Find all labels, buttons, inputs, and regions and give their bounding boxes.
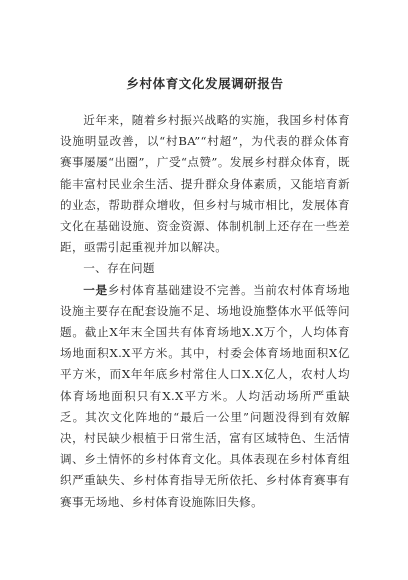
point-one-paragraph [60,280,350,513]
point-one-text: 乡村体育基础建设不完善。当前农村体育场地设施主要存在配套设施不足、场地设施整体水平低等问题。截止X年末全国共有体育场地X.X万个，人均体育场地面积X.X平方米。其中，村委会体育场地面积X亿平方米，而X年年底乡村常住人口X.X亿人，农村人均体育场地面积只有X.X平方米。人均活动场所严重缺乏。其次文化阵地的“最后一公里”问题没得到有效解决，村民缺少根植于日常生活，富有区域特色、生活情调、乡土情怀的乡村体育文化。具体表现在乡村体育组织严重缺失、乡村体育指导无所依托、乡村体育赛事有赛事无场地、乡村体育设施陈旧失修。 [60,282,350,509]
point-one-lead: 一是 [83,282,108,297]
intro-paragraph: 近年来，随着乡村振兴战略的实施，我国乡村体育设施明显改善，以“村BA”“村超”，为代表的群众体育赛事屡屡“出圈”，广受“点赞”。发展乡村群众体育，既能丰富村民业余生活、提升群众身体素质，又能培育新的业态，帮助群众增收，但乡村与城市相比，发展体育文化在基础设施、资金资源、体制机制上还存在一些差距，亟需引起重视并加以解决。 [60,113,350,255]
document-title: 乡村体育文化发展调研报告 [126,76,284,91]
document-body [60,76,350,513]
section-heading-problems: 一、存在问题 [83,261,155,276]
